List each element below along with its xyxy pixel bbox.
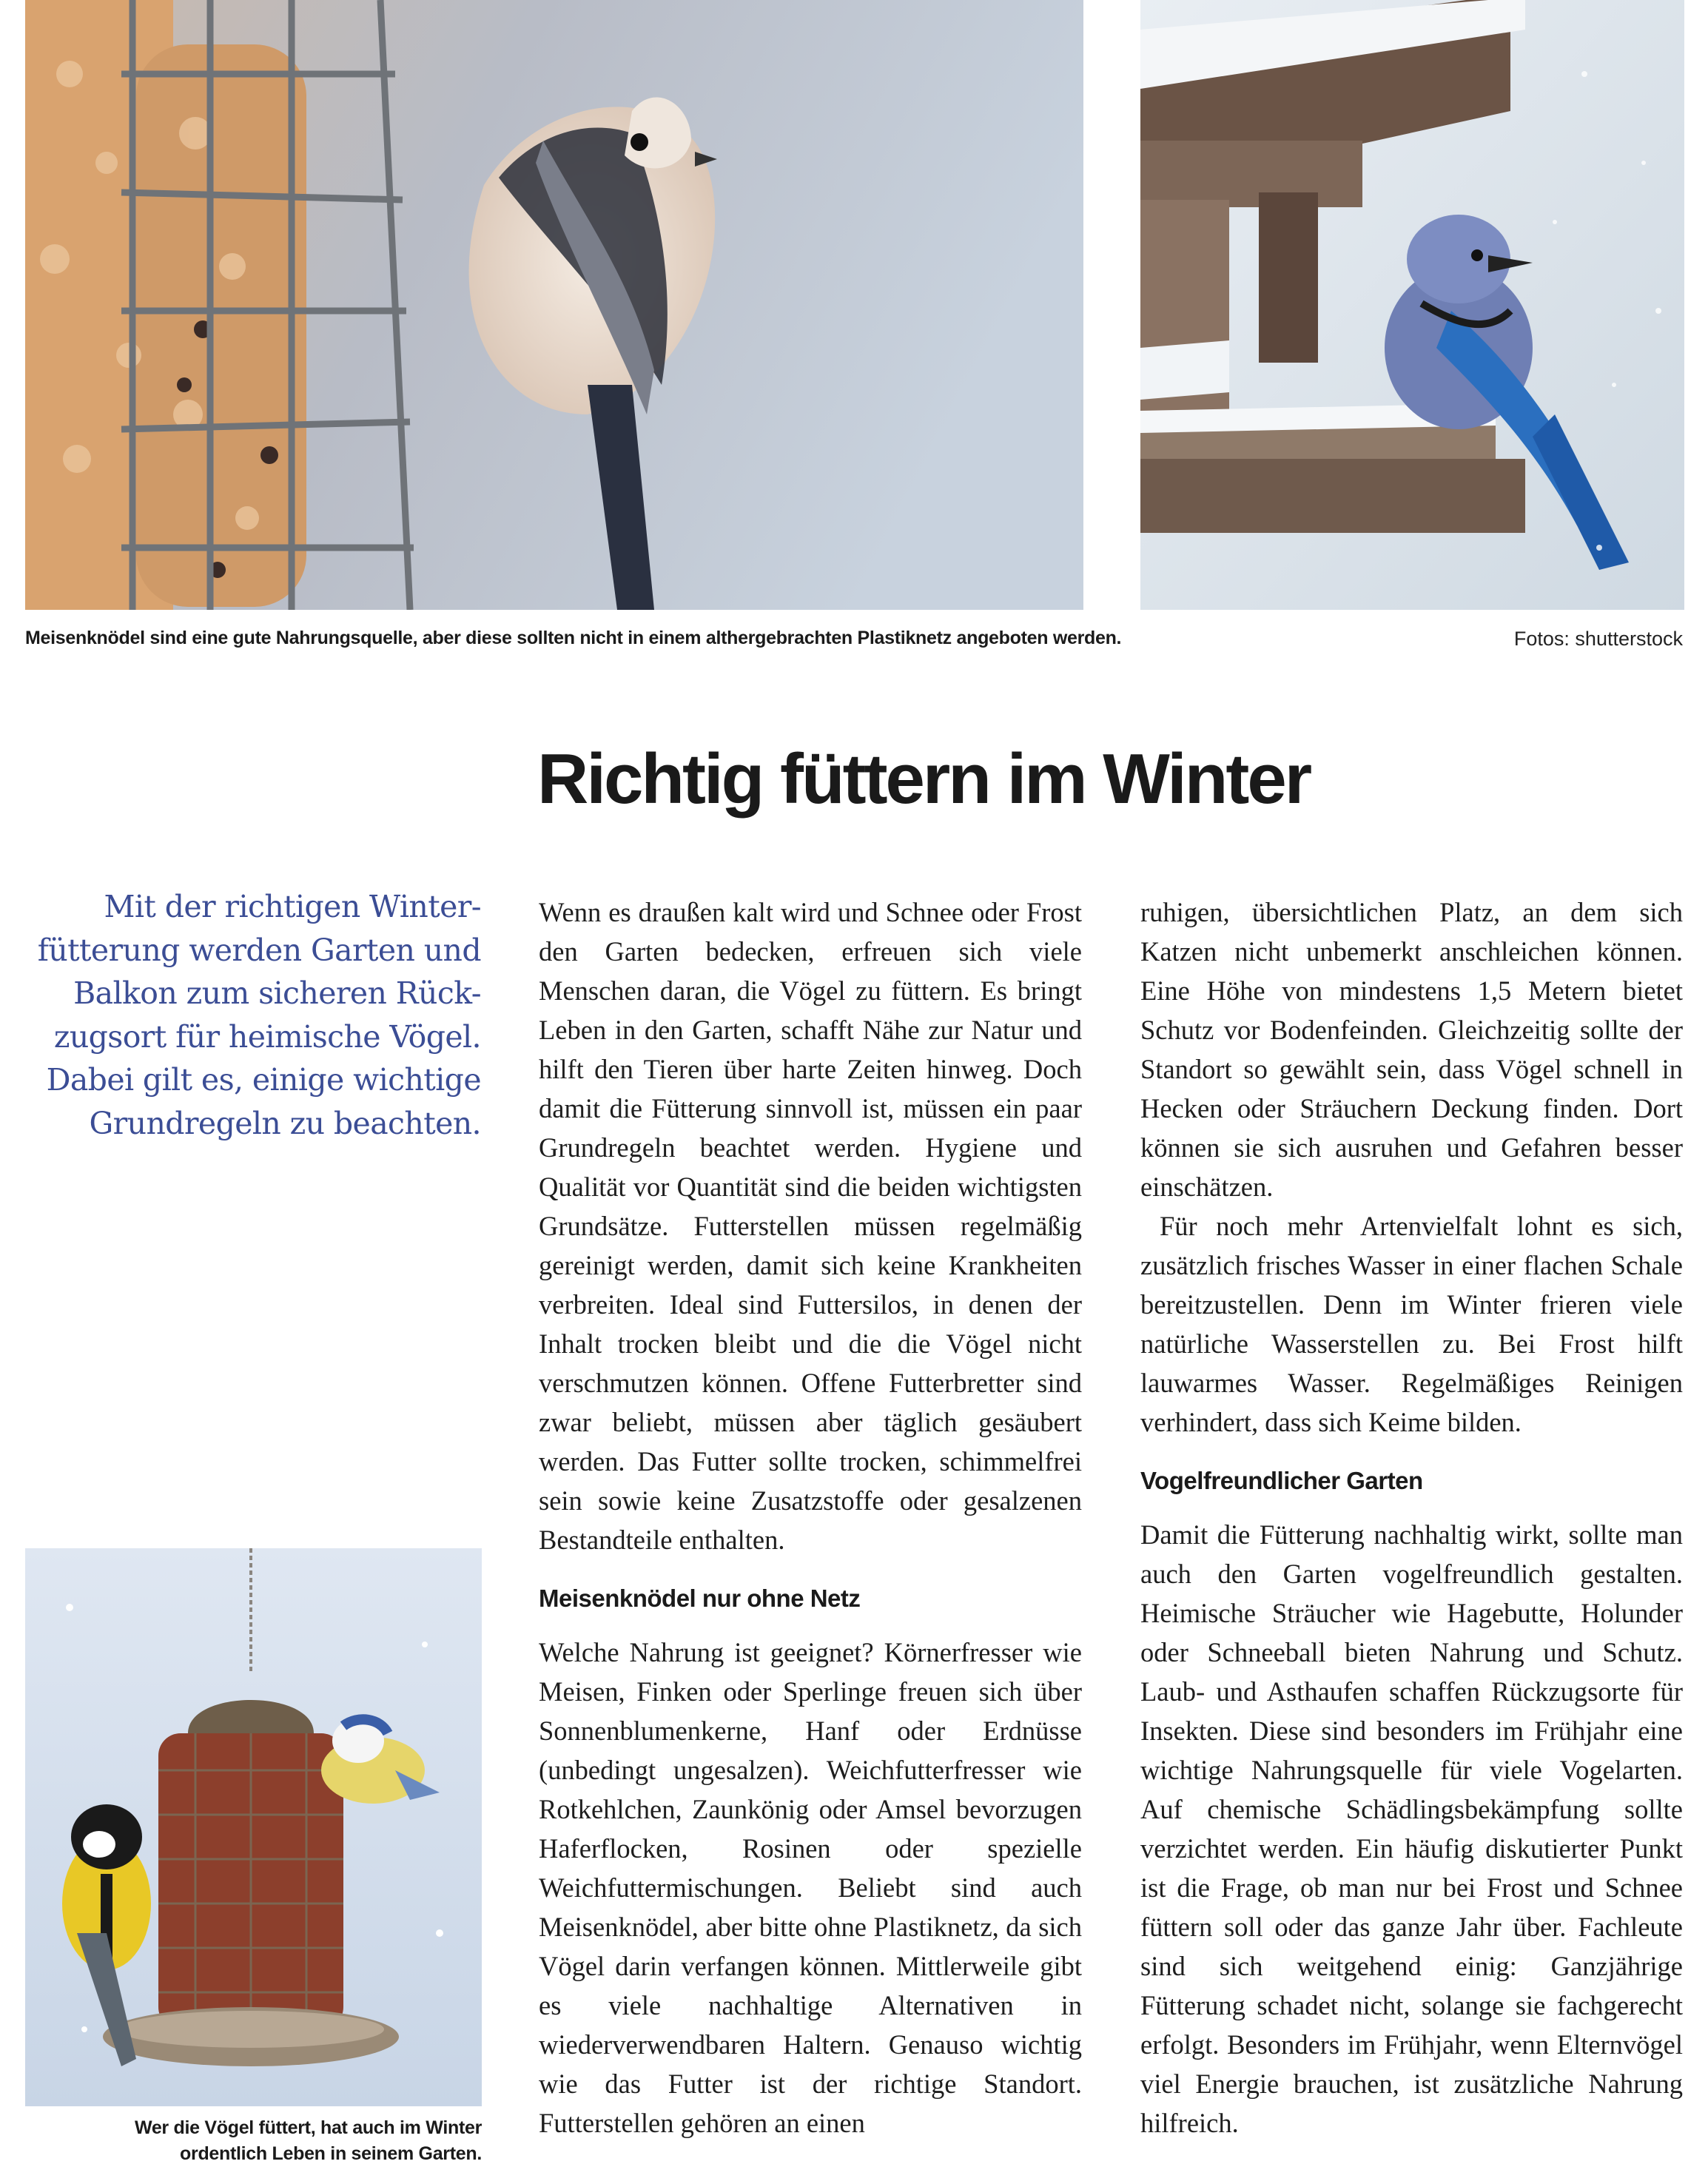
photo-caption-bottom: Wer die Vögel füttert, hat auch im Winter ordentlich Leben in seinem Garten.	[134, 2117, 482, 2164]
subheading: Vogelfreundlicher Garten	[1140, 1467, 1423, 1494]
lead-paragraph: Mit der richtigen Winter- fütterung werden Garten und Balkon zum sicheren Rück- zugsort für heimische Vögel. Dabei gilt es, einige wichtige Grundregeln zu beachten.	[37, 889, 481, 1141]
photo-credit: Fotos: shutterstock	[1513, 628, 1683, 650]
photo-tits-at-feeder	[25, 1548, 482, 2106]
article-column-2	[1140, 893, 1683, 2143]
paragraph: Für noch mehr Artenvielfalt lohnt es sich, zusätzlich frisches Wasser in einer flachen Schale bereitzustellen. Denn im Winter frieren viele natürliche Wasserstellen zu. Bei Frost hilft lauwarmes Wasser. Regelmäßiges Reinigen verhindert, dass sich Keime bilden.	[1140, 1211, 1683, 1437]
photo-long-tailed-tit	[25, 0, 1083, 610]
paragraph: Wenn es draußen kalt wird und Schnee oder Frost den Garten bedecken, erfreuen sich viele Menschen daran, die Vögel zu füttern. Es bringt Leben in den Garten, schafft Nähe zur Natur und hilft den Tieren über harte Zeiten hinweg. Doch damit die Fütterung sinnvoll ist, müssen ein paar Grundregeln beachtet werden. Hygiene und Qualität vor Quantität sind die beiden wichtigsten Grundsätze. Futterstellen müssen regelmäßig gereinigt werden, damit sich keine Krankheiten verbreiten. Ideal sind Futtersilos, in denen der Inhalt trocken bleibt und die die Vögel nicht verschmutzen können. Offene Futterbretter sind zwar beliebt, müssen aber täglich gesäubert werden. Das Futter sollte trocken, schimmelfrei sein sowie keine Zusatzstoffe oder gesalzenen Bestandteile enthalten.	[539, 897, 1082, 1555]
paragraph: ruhigen, übersichtlichen Platz, an dem sich Katzen nicht unbemerkt anschleichen können. Eine Höhe von mindestens 1,5 Metern bietet Schutz vor Bodenfeinden. Gleichzeitig sollte der Standort so gewählt sein, dass Vögel schnell in Hecken oder Sträuchern Deckung finden. Dort können sie sich ausruhen und Gefahren besser einschätzen.	[1140, 897, 1683, 1202]
article-column-1	[539, 893, 1082, 2143]
paragraph: Damit die Fütterung nachhaltig wirkt, sollte man auch den Garten vogelfreundlich gestalten. Heimische Sträucher wie Hagebutte, Holunder oder Schneeball bieten Nahrung und Schutz. Laub- und Asthaufen schaffen Rückzugsorte für Insekten. Diese sind besonders im Frühjahr eine wichtige Nahrungsquelle für viele Vogelarten. Auf chemische Schädlingsbekämpfung sollte verzichtet werden. Ein häufig diskutierter Punkt ist die Frage, ob man nur bei Frost und Schnee füttern soll oder das ganze Jahr über. Fachleute sind sich weitgehend einig: Ganzjährige Fütterung schadet nicht, solange sie fachgerecht erfolgt. Besonders im Frühjahr, wenn Elternvögel viel Energie brauchen, ist zusätzliche Nahrung hilfreich.	[1140, 1519, 1683, 2138]
paragraph: Welche Nahrung ist geeignet? Körnerfresser wie Meisen, Finken oder Sperlinge freuen sich über Sonnenblumenkerne, Hanf oder Erdnüsse (unbedingt ungesalzen). Weichfutterfresser wie Rotkehlchen, Zaunkönig oder Amsel bevorzugen Haferflocken, Rosinen oder spezielle Weichfuttermischungen. Beliebt sind auch Meisenknödel, aber bitte ohne Plastiknetz, da sich Vögel darin verfangen können. Mittlerweile gibt es viele nachhaltige Alternativen in wiederverwendbaren Haltern. Genauso wichtig wie das Futter ist der richtige Standort. Futterstellen gehören an einen	[539, 1637, 1082, 2138]
subheading: Meisenknödel nur ohne Netz	[539, 1585, 861, 1612]
headline: Richtig füttern im Winter	[537, 739, 1311, 819]
photo-caption-top: Meisenknödel sind eine gute Nahrungsquelle, aber diese sollten nicht in einem althergebrachten Plastiknetz angeboten werden.	[25, 628, 1122, 648]
photo-blue-jay	[1140, 0, 1684, 610]
